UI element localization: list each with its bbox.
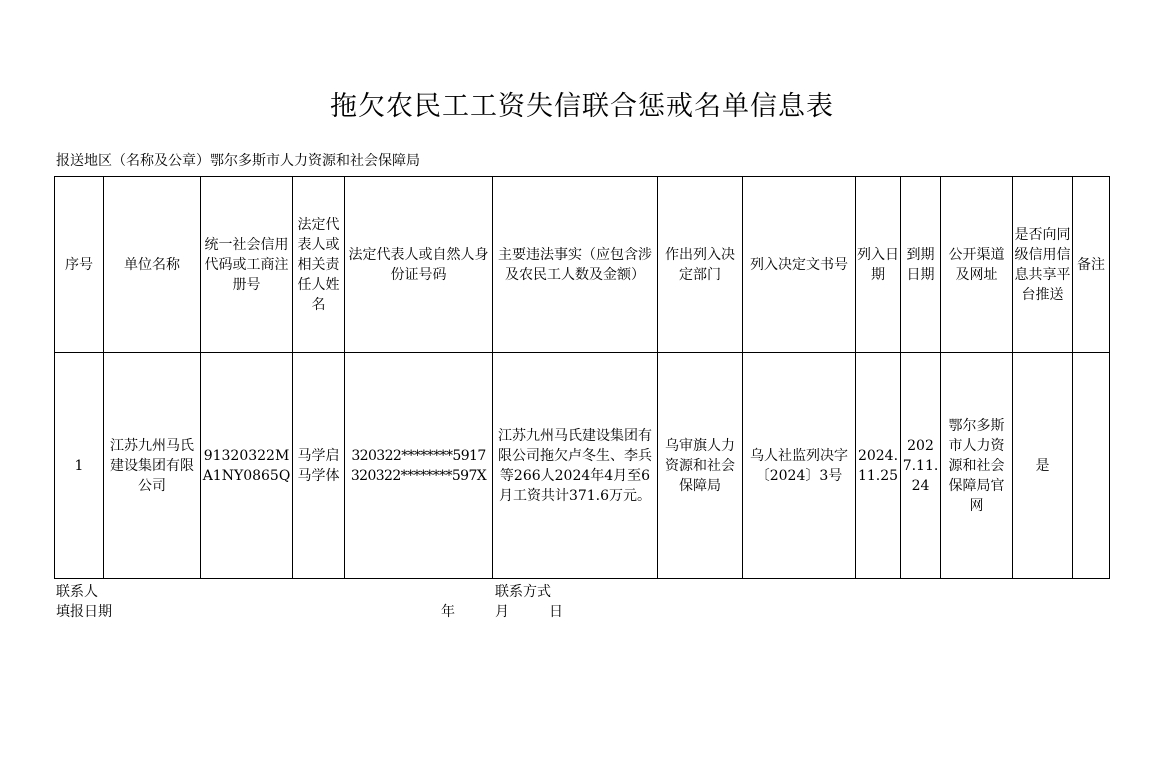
cell-responsible-person <box>293 353 345 579</box>
header-seq: 序号 <box>55 177 104 353</box>
header-remark: 备注 <box>1073 177 1110 353</box>
header-document-number: 列入决定文书号 <box>743 177 856 353</box>
cell-violation-facts: 江苏九州马氏建设集团有限公司拖欠卢冬生、李兵等266人2024年4月至6月工资共计371.6万元。 <box>493 353 658 579</box>
person-name-1: 马学启 <box>297 447 340 464</box>
cell-department: 乌审旗人力资源和社会保障局 <box>658 353 743 579</box>
cell-credit-code: 91320322MA1NY0865Q <box>201 353 293 579</box>
header-pushed: 是否向同级信用信息共享平台推送 <box>1013 177 1073 353</box>
contact-person-label: 联系人 <box>56 584 98 600</box>
cell-id-number <box>345 353 493 579</box>
header-responsible-person: 法定代表人或相关责任人姓名 <box>293 177 345 353</box>
month-label: 月 <box>495 604 509 620</box>
header-violation-facts: 主要违法事实（应包含涉及农民工人数及金额） <box>493 177 658 353</box>
header-id-number: 法定代表人或自然人身份证号码 <box>345 177 493 353</box>
reporting-region: 报送地区（名称及公章）鄂尔多斯市人力资源和社会保障局 <box>56 153 420 169</box>
header-department: 作出列入决定部门 <box>658 177 743 353</box>
header-list-date: 列入日期 <box>856 177 901 353</box>
year-label: 年 <box>441 604 455 620</box>
header-row <box>55 177 1110 353</box>
header-unit-name: 单位名称 <box>104 177 201 353</box>
id-number-1: 320322********5917 <box>351 447 486 464</box>
document-title: 拖欠农民工工资失信联合惩戒名单信息表 <box>330 91 834 122</box>
cell-unit-name: 江苏九州马氏建设集团有限公司 <box>104 353 201 579</box>
cell-document-number: 乌人社监列决字〔2024〕3号 <box>743 353 856 579</box>
header-credit-code: 统一社会信用代码或工商注册号 <box>201 177 293 353</box>
cell-list-date: 2024.11.25 <box>856 353 901 579</box>
blacklist-table <box>54 176 1110 579</box>
cell-seq: 1 <box>55 353 104 579</box>
id-number-2: 320322********597X <box>350 467 487 484</box>
cell-pushed: 是 <box>1013 353 1073 579</box>
contact-method-label: 联系方式 <box>495 584 551 600</box>
day-label: 日 <box>549 604 563 620</box>
fill-date-label: 填报日期 <box>56 604 112 620</box>
header-public-channel: 公开渠道及网址 <box>941 177 1013 353</box>
cell-expire-date: 2027.11.24 <box>901 353 941 579</box>
table-row <box>55 353 1110 579</box>
person-name-2: 马学体 <box>297 467 340 484</box>
cell-remark <box>1073 353 1110 579</box>
cell-public-channel: 鄂尔多斯市人力资源和社会保障局官网 <box>941 353 1013 579</box>
header-expire-date: 到期日期 <box>901 177 941 353</box>
